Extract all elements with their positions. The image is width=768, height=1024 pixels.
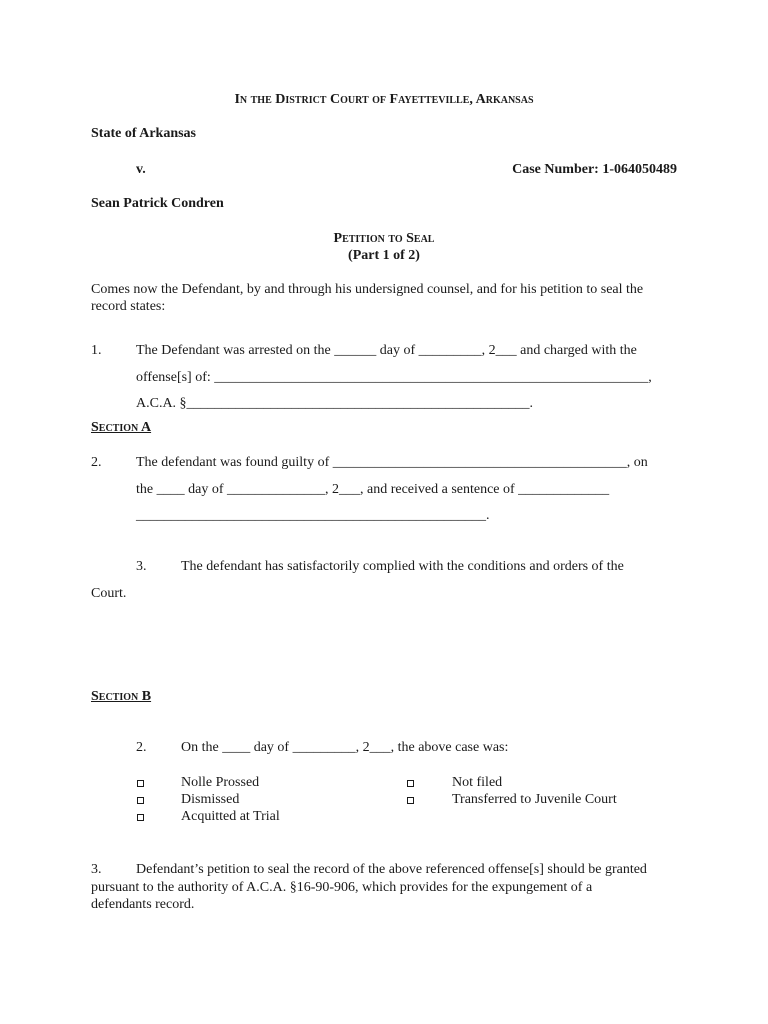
option-not-filed: Not filed	[452, 775, 503, 790]
section-a-para2-line-3: __________________________________________________.	[136, 508, 490, 523]
para1-number: 1.	[91, 343, 102, 358]
document-part: (Part 1 of 2)	[348, 248, 420, 263]
section-b-para2-text: On the ____ day of _________, 2___, the above case was:	[181, 740, 509, 755]
section-a-para2-line-1: The defendant was found guilty of __________________________________________, on	[136, 455, 648, 470]
section-a-para2-number: 2.	[91, 455, 102, 470]
para3-line-2: pursuant to the authority of A.C.A. §16-90-906, which provides for the expungement of a	[91, 880, 593, 895]
case-number: Case Number: 1-064050489	[512, 162, 677, 177]
document-title: Petition to Seal	[333, 231, 435, 246]
plaintiff-name: State of Arkansas	[91, 126, 197, 141]
para1-line-3: A.C.A. §_________________________________________________.	[136, 396, 534, 411]
para1-line-2: offense[s] of: ______________________________________________________________,	[136, 370, 652, 385]
para3-line-1: Defendant’s petition to seal the record of the above referenced offense[s] should be granted	[136, 862, 647, 877]
not-filed-checkbox[interactable]	[407, 780, 414, 787]
section-a-para3-number: 3.	[136, 559, 147, 574]
option-dismissed: Dismissed	[181, 792, 240, 807]
option-transferred: Transferred to Juvenile Court	[452, 792, 617, 807]
section-a-para3-line-2: Court.	[91, 586, 127, 601]
option-nolle-prossed: Nolle Prossed	[181, 775, 260, 790]
option-acquitted: Acquitted at Trial	[181, 809, 280, 824]
intro-line-2: record states:	[91, 299, 166, 314]
intro-line-1: Comes now the Defendant, by and through his undersigned counsel, and for his petition to seal the	[91, 282, 644, 297]
section-b-para2-number: 2.	[136, 740, 147, 755]
section-b-heading: Section B	[91, 689, 152, 704]
versus-label: v.	[136, 162, 146, 177]
defendant-name: Sean Patrick Condren	[91, 196, 224, 211]
para1-line-1: The Defendant was arrested on the ______ day of _________, 2___ and charged with the	[136, 343, 637, 358]
nolle-prossed-checkbox[interactable]	[137, 780, 144, 787]
section-a-para3-line-1: The defendant has satisfactorily complied with the conditions and orders of the	[181, 559, 624, 574]
transferred-checkbox[interactable]	[407, 797, 414, 804]
para3-number: 3.	[91, 862, 102, 877]
para3-line-3: defendants record.	[91, 897, 195, 912]
acquitted-checkbox[interactable]	[137, 814, 144, 821]
section-a-para2-line-2: the ____ day of ______________, 2___, and received a sentence of _____________	[136, 482, 610, 497]
court-heading: In the District Court of Fayetteville, Arkansas	[234, 92, 534, 107]
section-a-heading: Section A	[91, 420, 152, 435]
dismissed-checkbox[interactable]	[137, 797, 144, 804]
